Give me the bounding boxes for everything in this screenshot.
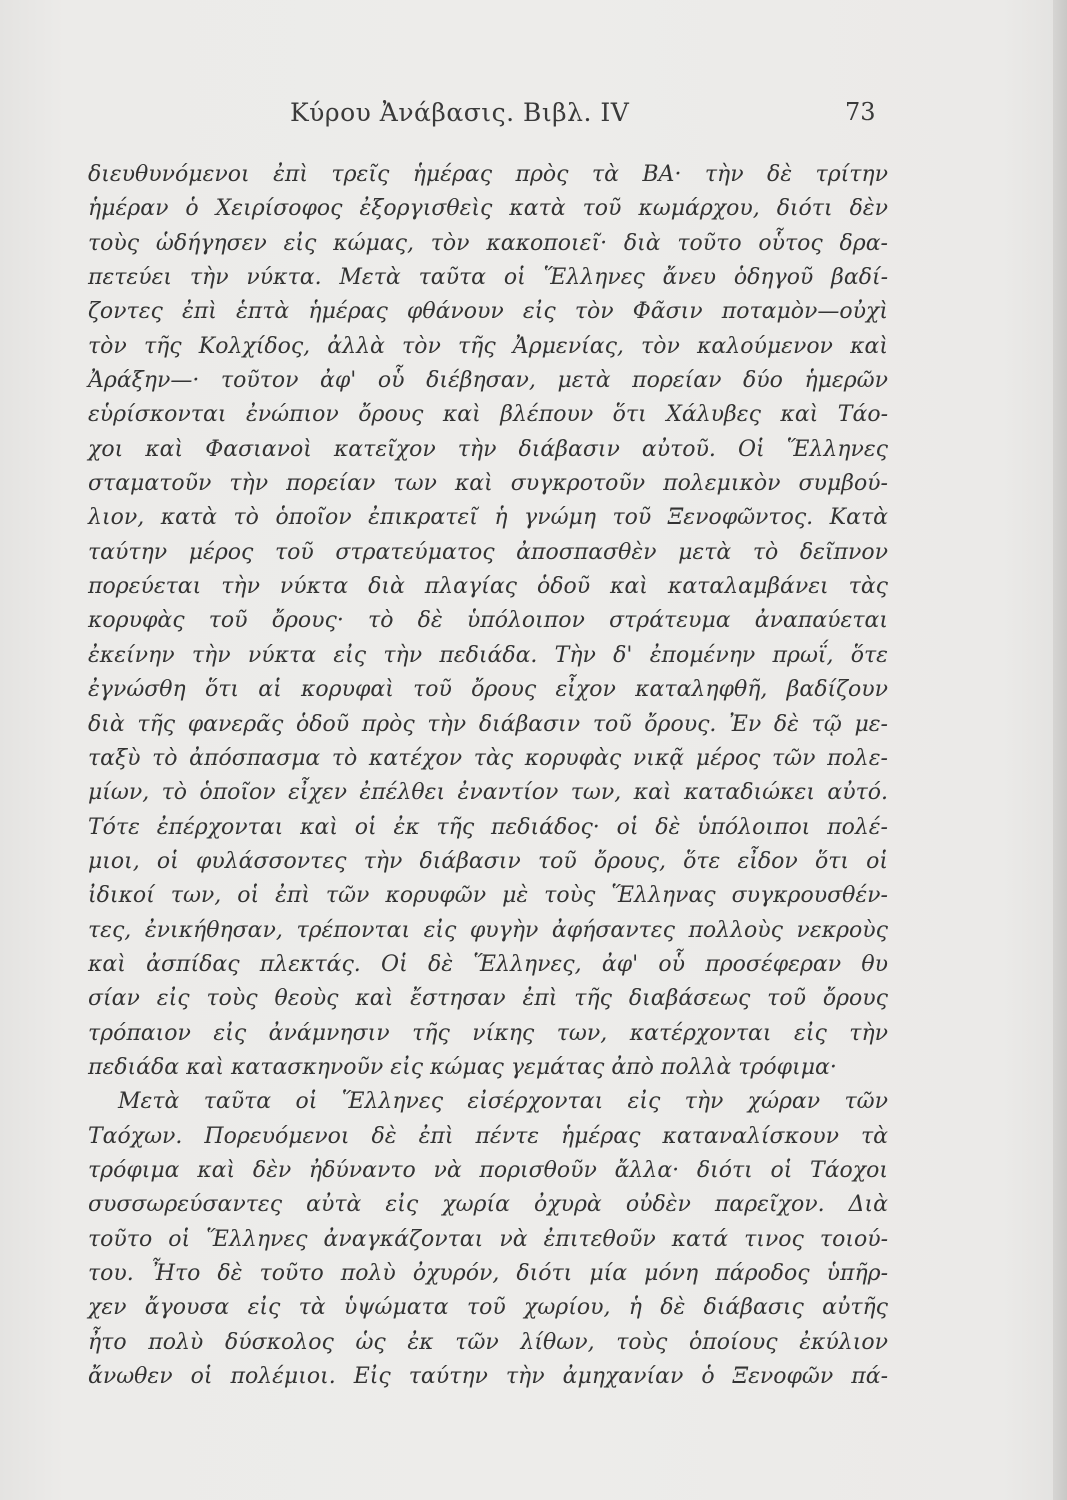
- text-line: διευθυνόμενοι ἐπὶ τρεῖς ἡμέρας πρὸς τὰ ΒΑ· τὴν δὲ τρίτην: [88, 162, 888, 187]
- text-line: τρόπαιον εἰς ἀνάμνησιν τῆς νίκης των, κατέρχονται εἰς τὴν: [88, 1020, 888, 1046]
- running-head: Κύρου Ἀνάβασις. Βιβλ. IV: [290, 98, 630, 127]
- text-line: ἐκείνην τὴν νύκτα εἰς τὴν πεδιάδα. Τὴν δ' ἐπομένην πρωΐ, ὅτε: [88, 642, 888, 668]
- text-line: τοῦτο οἱ Ἕλληνες ἀναγκάζονται νὰ ἐπιτεθοῦν κατά τινος τοιού-: [88, 1226, 888, 1252]
- text-line: χοι καὶ Φασιανοὶ κατεῖχον τὴν διάβασιν αὐτοῦ. Οἱ Ἕλληνες: [88, 436, 888, 462]
- text-line: ἄνωθεν οἱ πολέμιοι. Εἰς ταύτην τὴν ἀμηχανίαν ὁ Ξενοφῶν πά-: [88, 1364, 888, 1390]
- text-line: ἰδικοί των, οἱ ἐπὶ τῶν κορυφῶν μὲ τοὺς Ἕλληνας συγκρουσθέν-: [88, 883, 888, 909]
- text-line: ἡμέραν ὁ Χειρίσοφος ἐξοργισθεὶς κατὰ τοῦ κωμάρχου, διότι δὲν: [88, 196, 888, 222]
- text-line: ταύτην μέρος τοῦ στρατεύματος ἀποσπασθὲν μετὰ τὸ δεῖπνον: [88, 539, 888, 565]
- text-line: σίαν εἰς τοὺς θεοὺς καὶ ἔστησαν ἐπὶ τῆς διαβάσεως τοῦ ὄρους: [88, 986, 888, 1012]
- text-line: καὶ ἀσπίδας πλεκτάς. Οἱ δὲ Ἕλληνες, ἀφ' οὗ προσέφεραν θυ: [88, 951, 888, 977]
- text-line: μίων, τὸ ὁποῖον εἶχεν ἐπέλθει ἐναντίον των, καὶ καταδιώκει αὐτό.: [88, 780, 888, 806]
- text-line: συσσωρεύσαντες αὐτὰ εἰς χωρία ὀχυρὰ οὐδὲν παρεῖχον. Διὰ: [88, 1192, 888, 1218]
- text-line: πεδιάδα καὶ κατασκηνοῦν εἰς κώμας γεμάτας ἀπὸ πολλὰ τρόφιμα·: [88, 1054, 837, 1080]
- text-line: ἐγνώσθη ὅτι αἱ κορυφαὶ τοῦ ὄρους εἶχον καταληφθῆ, βαδίζουν: [88, 677, 888, 703]
- text-line: κορυφὰς τοῦ ὄρους· τὸ δὲ ὑπόλοιπον στράτευμα ἀναπαύεται: [88, 608, 888, 634]
- text-line: του. Ἦτο δὲ τοῦτο πολὺ ὀχυρόν, διότι μία μόνη πάροδος ὑπῆρ-: [88, 1261, 888, 1286]
- text-line: ἦτο πολὺ δύσκολος ὡς ἐκ τῶν λίθων, τοὺς ὁποίους ἐκύλιον: [88, 1329, 888, 1355]
- text-line: Τότε ἐπέρχονται καὶ οἱ ἐκ τῆς πεδιάδος· οἱ δὲ ὑπόλοιποι πολέ-: [88, 814, 888, 840]
- page-number: 73: [845, 98, 876, 126]
- page-edge: [1053, 0, 1067, 1500]
- text-line: διὰ τῆς φανερᾶς ὁδοῦ πρὸς τὴν διάβασιν τοῦ ὄρους. Ἐν δὲ τῷ με-: [88, 711, 888, 737]
- text-line: ζοντες ἐπὶ ἑπτὰ ἡμέρας φθάνουν εἰς τὸν Φᾶσιν ποταμὸν—οὐχὶ: [88, 299, 888, 325]
- text-line: τες, ἐνικήθησαν, τρέπονται εἰς φυγὴν ἀφήσαντες πολλοὺς νεκροὺς: [88, 917, 888, 943]
- text-line: τρόφιμα καὶ δὲν ἠδύναντο νὰ πορισθοῦν ἄλλα· διότι οἱ Τάοχοι: [88, 1157, 888, 1183]
- text-line: λιον, κατὰ τὸ ὁποῖον ἐπικρατεῖ ἡ γνώμη τοῦ Ξενοφῶντος. Κατὰ: [88, 505, 888, 531]
- text-line: τοὺς ὡδήγησεν εἰς κώμας, τὸν κακοποιεῖ· διὰ τοῦτο οὗτος δρα-: [88, 230, 888, 256]
- text-line: Ἀράξην—· τοῦτον ἀφ' οὗ διέβησαν, μετὰ πορείαν δύο ἡμερῶν: [88, 368, 888, 394]
- text-line: Μετὰ ταῦτα οἱ Ἕλληνες εἰσέρχονται εἰς τὴν χώραν τῶν: [118, 1089, 888, 1115]
- text-line: πετεύει τὴν νύκτα. Μετὰ ταῦτα οἱ Ἕλληνες ἄνευ ὁδηγοῦ βαδί-: [88, 265, 888, 291]
- body-text: [88, 158, 888, 1394]
- text-line: Ταόχων. Πορευόμενοι δὲ ἐπὶ πέντε ἡμέρας καταναλίσκουν τὰ: [88, 1123, 888, 1149]
- text-line: σταματοῦν τὴν πορείαν των καὶ συγκροτοῦν πολεμικὸν συμβού-: [88, 471, 888, 497]
- page-header: [0, 98, 1067, 138]
- text-line: μιοι, οἱ φυλάσσοντες τὴν διάβασιν τοῦ ὄρους, ὅτε εἶδον ὅτι οἱ: [88, 848, 888, 874]
- text-line: χεν ἄγουσα εἰς τὰ ὑψώματα τοῦ χωρίου, ἡ δὲ διάβασις αὐτῆς: [88, 1295, 888, 1321]
- text-line: πορεύεται τὴν νύκτα διὰ πλαγίας ὁδοῦ καὶ καταλαμβάνει τὰς: [88, 574, 888, 600]
- text-line: εὑρίσκονται ἐνώπιον ὄρους καὶ βλέπουν ὅτι Χάλυβες καὶ Τάο-: [88, 402, 888, 428]
- text-line: ταξὺ τὸ ἀπόσπασμα τὸ κατέχον τὰς κορυφὰς νικᾷ μέρος τῶν πολε-: [88, 745, 888, 771]
- text-line: τὸν τῆς Κολχίδος, ἀλλὰ τὸν τῆς Ἀρμενίας, τὸν καλούμενον καὶ: [88, 333, 888, 359]
